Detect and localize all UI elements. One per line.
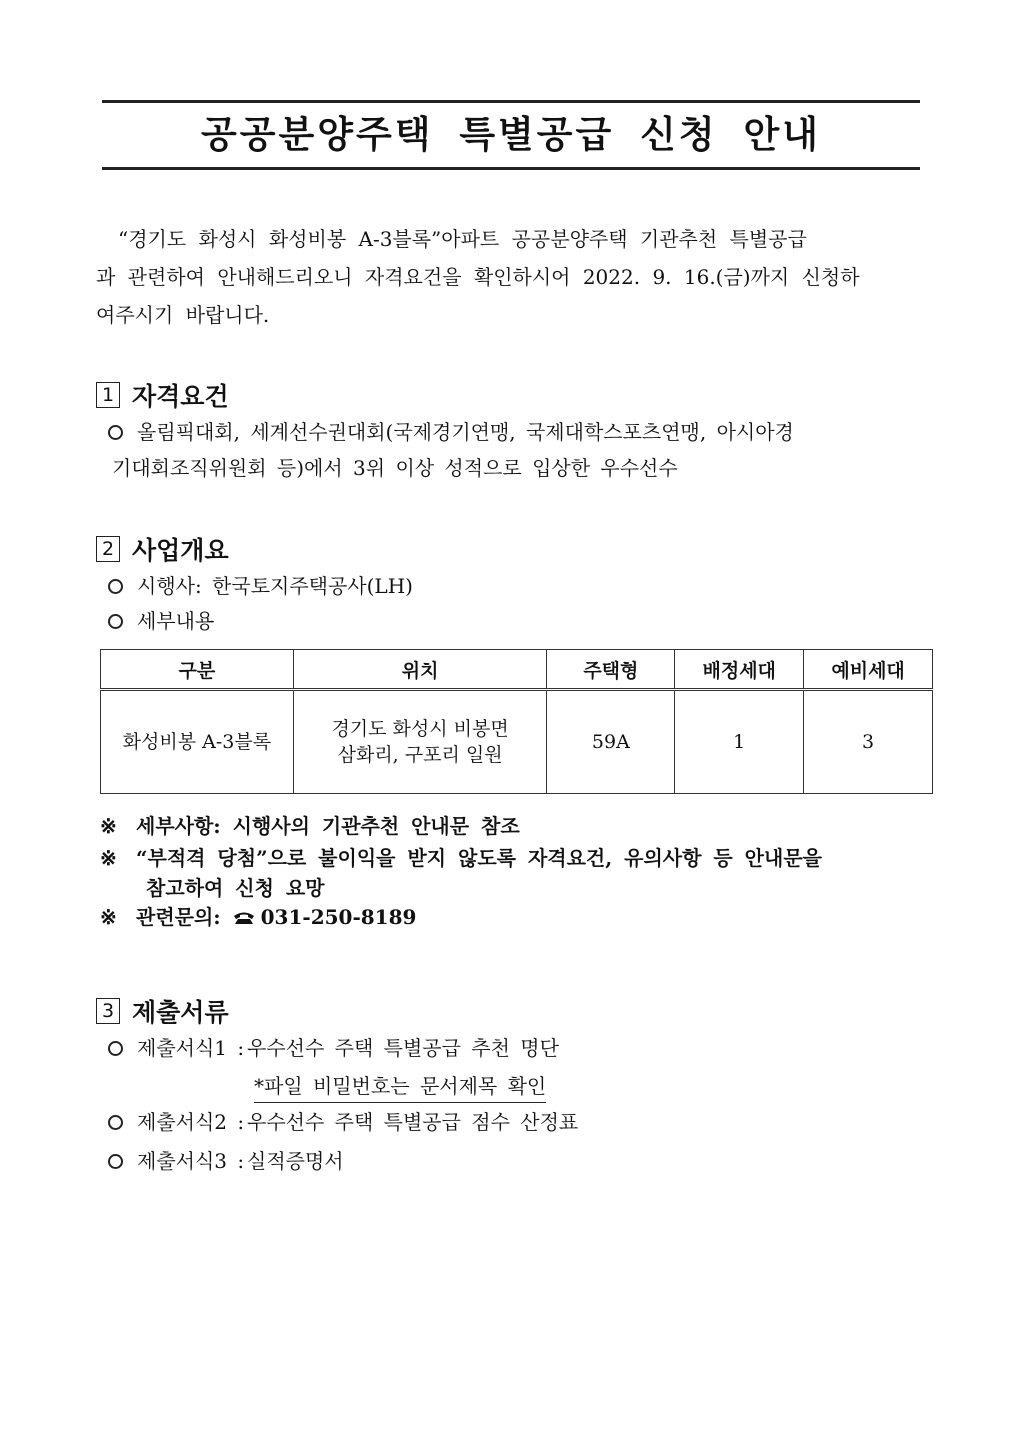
details-table [100,649,933,794]
header-reserve: 예비세대 [804,650,933,690]
document-2-label: 제출서식2 : [137,1110,245,1134]
cell-allocated: 1 [675,690,804,794]
contact-label: 관련문의: [136,905,221,929]
details-item [108,606,214,636]
title-bottom-rule [102,167,920,170]
section-number-box: 1 [96,382,120,408]
operator-text: 시행사: 한국토지주택공사(LH) [137,574,413,598]
section-title: 사업개요 [132,536,229,565]
note-ineligible [100,843,930,903]
intro-line-3: 여주시기 바랍니다. [96,303,270,327]
title-block [102,100,920,170]
document-1-label: 제출서식1 : [137,1036,245,1060]
circle-bullet-icon [108,614,123,629]
document-3-text: 실적증명서 [247,1149,344,1173]
circle-bullet-icon [108,579,123,594]
details-label: 세부내용 [137,609,215,633]
document-item-3 [108,1146,344,1176]
circle-bullet-icon [108,1041,123,1056]
note-1-text: 세부사항: 시행사의 기관추천 안내문 참조 [136,814,520,838]
qualification-line-2: 기대회조직위원회 등)에서 3위 이상 성적으로 입상한 우수선수 [112,456,678,480]
note-2-line-1: “부적격 당첨”으로 불이익을 받지 않도록 자격요건, 유의사항 등 안내문을 [136,846,822,870]
section-heading-overview [96,531,229,567]
qualification-line-1: 올림픽대회, 세계선수권대회(국제경기연맹, 국제대학스포츠연맹, 아시아경 [137,420,794,444]
cell-location [293,690,547,794]
circle-bullet-icon [108,425,123,440]
password-note: *파일 비밀번호는 문서제목 확인 [254,1071,546,1103]
section-heading-qualification [96,377,229,413]
operator-item [108,571,413,601]
cell-housing-type: 59A [547,690,675,794]
document-3-label: 제출서식3 : [137,1149,245,1173]
table-row [101,690,933,794]
telephone-icon [233,911,255,925]
header-allocated: 배정세대 [675,650,804,690]
circle-bullet-icon [108,1115,123,1130]
reference-mark: ※ [100,905,117,929]
intro-paragraph [96,220,931,334]
location-line-2: 삼화리, 구포리 일원 [337,744,503,766]
contact-phone: 031-250-8189 [260,905,417,929]
header-location: 위치 [293,650,547,690]
header-housing-type: 주택형 [547,650,675,690]
table-header-row [101,650,933,690]
qualification-item [108,417,794,447]
document-2-text: 우수선수 주택 특별공급 점수 산정표 [247,1110,579,1134]
reference-mark: ※ [100,846,117,870]
section-number-box: 3 [96,998,120,1024]
section-title: 제출서류 [132,998,229,1027]
intro-line-1: “경기도 화성시 화성비봉 A-3블록”아파트 공공분양주택 기관추천 특별공급 [118,227,807,251]
reference-mark: ※ [100,814,117,838]
note-2-line-2: 참고하여 신청 요망 [146,876,325,900]
section-title: 자격요건 [132,382,229,411]
page-title: 공공분양주택 특별공급 신청 안내 [200,113,822,156]
circle-bullet-icon [108,1154,123,1169]
cell-name: 화성비봉 A-3블록 [101,690,294,794]
document-item-1 [108,1033,559,1063]
note-details [100,811,930,841]
section-heading-documents [96,993,229,1029]
document-1-text: 우수선수 주택 특별공급 추천 명단 [247,1036,559,1060]
intro-line-2: 과 관련하여 안내해드리오니 자격요건을 확인하시어 2022. 9. 16.(금)까지 신청하 [96,265,860,289]
document-item-2 [108,1107,578,1137]
note-contact [100,902,930,932]
cell-reserve: 3 [804,690,933,794]
header-category: 구분 [101,650,294,690]
section-number-box: 2 [96,536,120,562]
location-line-1: 경기도 화성시 비봉면 [331,718,509,740]
